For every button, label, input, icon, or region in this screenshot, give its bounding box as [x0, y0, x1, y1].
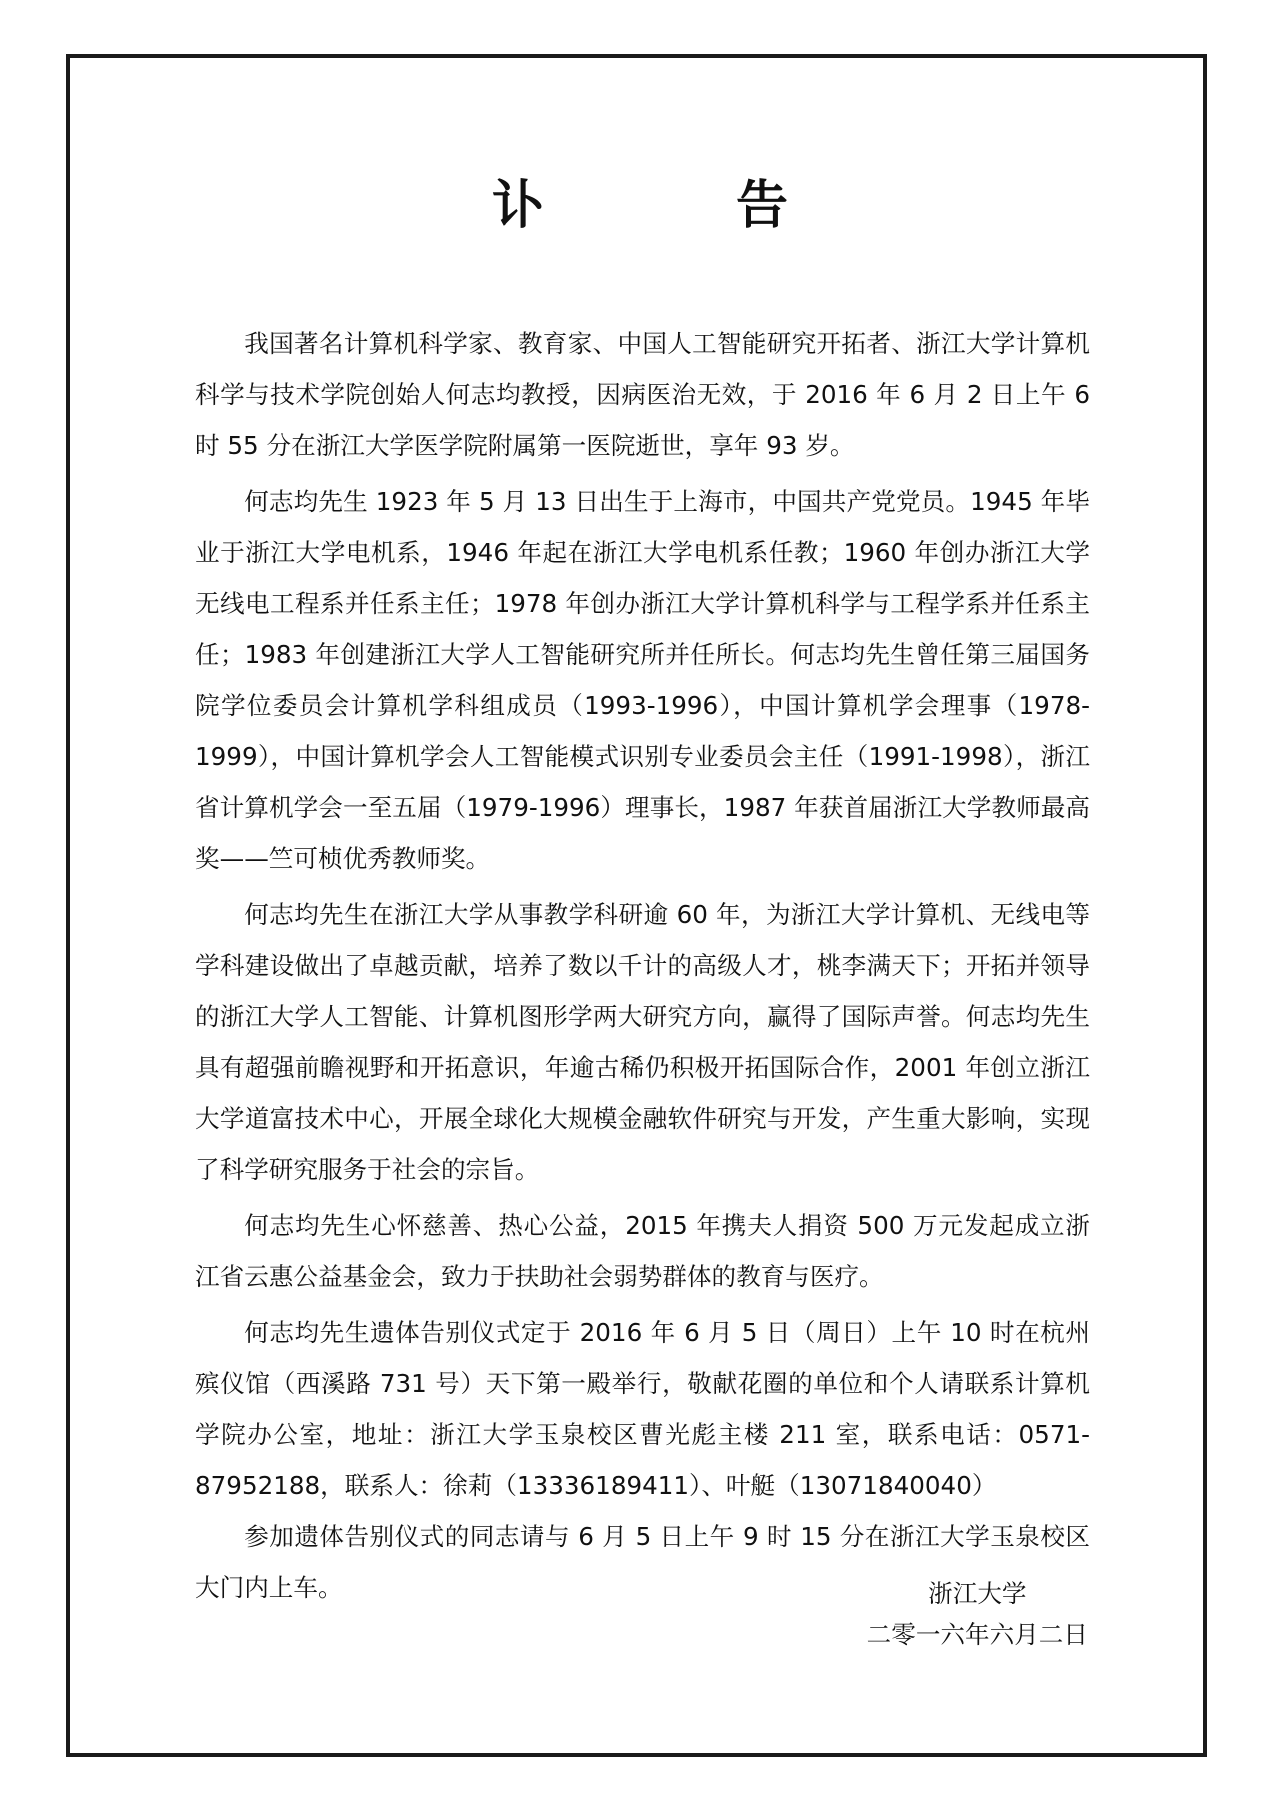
signature-block — [867, 1573, 1088, 1655]
obituary-body — [195, 318, 1090, 1618]
paragraph-charity: 何志均先生心怀慈善、热心公益，2015 年携夫人捐资 500 万元发起成立浙江省云惠公益基金会，致力于扶助社会弱势群体的教育与医疗。 — [195, 1211, 1090, 1291]
signature-organization: 浙江大学 — [928, 1579, 1027, 1608]
signature-date: 二零一六年六月二日 — [866, 1620, 1088, 1649]
paragraph-contributions: 何志均先生在浙江大学从事教学科研逾 60 年，为浙江大学计算机、无线电等学科建设做出了卓越贡献，培养了数以千计的高级人才，桃李满天下；开拓并领导的浙江大学人工智能、计算机图形学两大研究方向，赢得了国际声誉。何志均先生具有超强前瞻视野和开拓意识，年逾古稀仍积极开拓国际合作，2001 年创立浙江大学道富技术中心，开展全球化大规模金融软件研究与开发，产生重大影响，实现了科学研究服务于社会的宗旨。 — [195, 900, 1090, 1184]
page-title: 讣 告 — [491, 176, 858, 236]
paragraph-transport: 参加遗体告别仪式的同志请与 6 月 5 日上午 9 时 15 分在浙江大学玉泉校区大门内上车。 — [195, 1522, 1090, 1602]
paragraph-farewell-ceremony: 何志均先生遗体告别仪式定于 2016 年 6 月 5 日（周日）上午 10 时在杭州殡仪馆（西溪路 731 号）天下第一殿举行，敬献花圈的单位和个人请联系计算机学院办公室，地址：浙江大学玉泉校区曹光彪主楼 211 室，联系电话：0571-87952188，联系人：徐莉（13336189411）、叶艇（13071840040） — [195, 1318, 1090, 1500]
paragraph-announcement: 我国著名计算机科学家、教育家、中国人工智能研究开拓者、浙江大学计算机科学与技术学院创始人何志均教授，因病医治无效，于 2016 年 6 月 2 日上午 6 时 55 分在浙江大学医学院附属第一医院逝世，享年 93 岁。 — [195, 329, 1090, 460]
paragraph-biography: 何志均先生 1923 年 5 月 13 日出生于上海市，中国共产党党员。1945 年毕业于浙江大学电机系，1946 年起在浙江大学电机系任教；1960 年创办浙江大学无线电工程系并任系主任；1978 年创办浙江大学计算机科学与工程学系并任系主任；1983 年创建浙江大学人工智能研究所并任所长。何志均先生曾任第三届国务院学位委员会计算机学科组成员（1993-1996），中国计算机学会理事（1978-1999），中国计算机学会人工智能模式识别专业委员会主任（1991-1998），浙江省计算机学会一至五届（1979-1996）理事长，1987 年获首届浙江大学教师最高奖——竺可桢优秀教师奖。 — [195, 487, 1090, 873]
